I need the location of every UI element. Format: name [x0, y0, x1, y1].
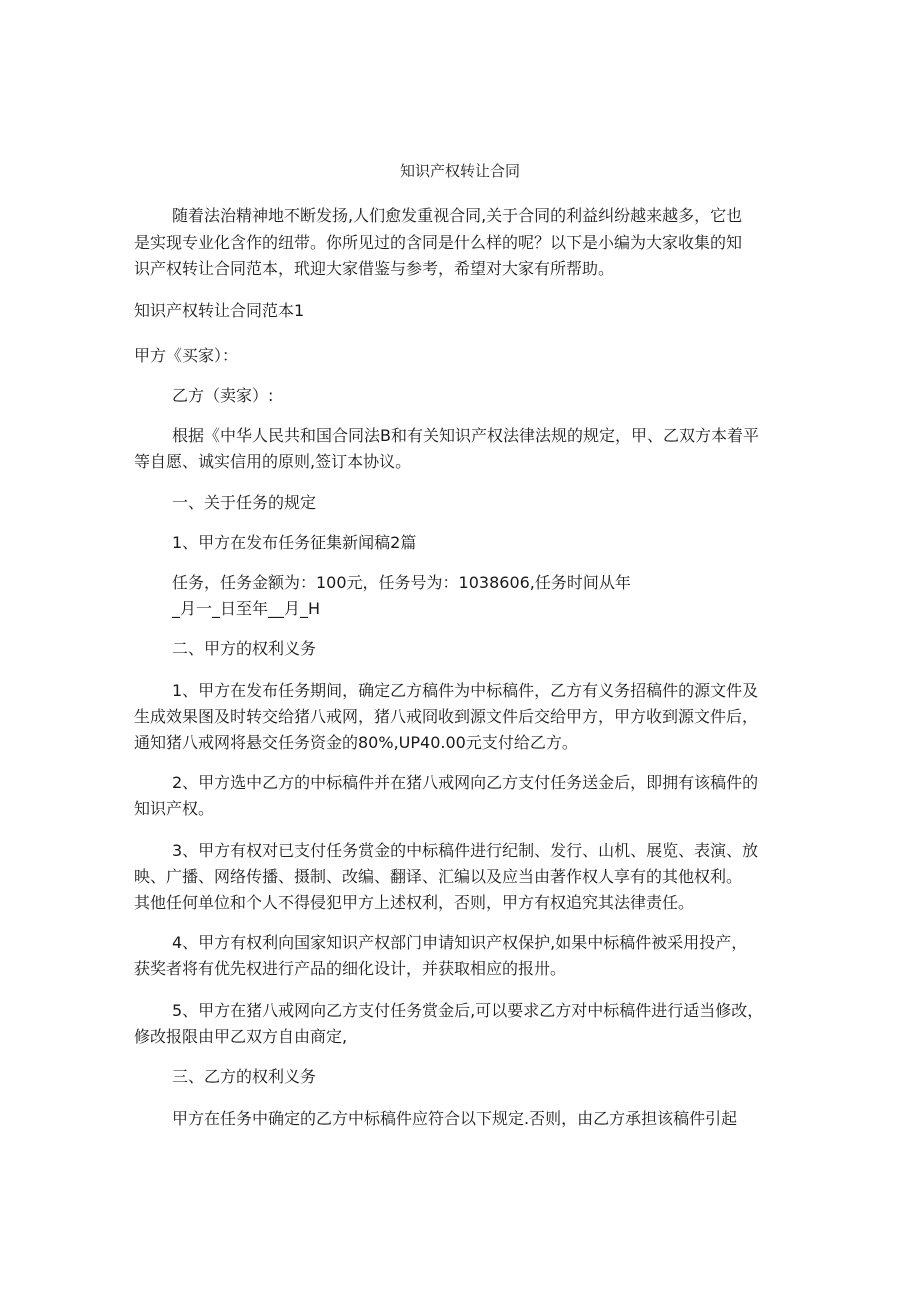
section-2-item-1-line: 通知猪八戒网将悬交任务资金的80%,UP40.00元支付给乙方。 [134, 733, 578, 752]
intro-paragraph-line: 识产权转让合同范本，玳迎大家借鉴与参考，希望对大家有所帮助。 [134, 259, 615, 278]
section-1-heading: 一、关于任务的规定 [172, 493, 317, 512]
section-2-item-2-line: 知识产权。 [134, 799, 215, 818]
party-b-label: 乙方（卖家）: [172, 386, 274, 405]
section-1-item-1: 1、甲方在发布任务征集新闻稿2篇 [172, 533, 417, 552]
task-paragraph-line: _月一_日至年__月_H [172, 599, 321, 618]
section-2-item-1-line: 生成效果图及时转交给猪八戒网，猪八戒冏收到源文件后交给甲方，甲方收到源文件后， [134, 707, 759, 726]
section-2-item-5-line: 5、甲方在猪八戒网向乙方支付任务赏金后,可以要求乙方对中标稿件进行适当修改， [172, 1001, 764, 1020]
section-2-item-3-line: 3、甲方有权对已支付任务赏金的中标稿件进行纪制、发行、山机、展览、表演、放 [172, 841, 759, 860]
basis-paragraph-line: 根据《中华人民共和国合同法B和有关知识产权法律法规的规定，甲、乙双方本着平 [172, 426, 759, 445]
section-2-item-4-line: 获奖者将有优先权进行产品的细化设计，并获取相应的报卅。 [134, 959, 567, 978]
document-title: 知识产权转让合同 [399, 162, 520, 180]
section-2-item-3-line: 其他任何单位和个人不得侵犯甲方上述权利，否则，甲方有权追究其法律责任。 [134, 893, 695, 912]
section-2-item-5-line: 修改报限由甲乙双方自由商定, [134, 1027, 348, 1046]
intro-paragraph-line: 是实现专业化含作的纽带。你所见过的含同是什么样的呢？以下是小编为大家收集的知 [134, 233, 743, 252]
section-2-item-2-line: 2、甲方选中乙方的中标稿件并在猪八戒网向乙方支付任务送金后，即拥有该稿件的 [172, 773, 759, 792]
basis-paragraph-line: 等自愿、诚实信用的原则,签订本协议。 [134, 452, 412, 471]
section-3-heading: 三、乙方的权利义务 [172, 1067, 317, 1086]
sample-heading: 知识产权转让合同范本1 [134, 301, 305, 320]
section-3-paragraph-line: 甲方在任务中确定的乙方中标稿件应符合以下规定.否则，由乙方承担该稿件引起 [172, 1109, 738, 1128]
section-2-item-1-line: 1、甲方在发布任务期间，确定乙方稿件为中标稿件，乙方有义务招稿件的源文件及 [172, 681, 759, 700]
section-2-heading: 二、甲方的权利义务 [172, 639, 317, 658]
intro-paragraph-line: 随着法治精神地不断发扬,人们愈发重视合同,关于合同的利益纠纷越来越多，它也 [172, 206, 743, 225]
section-2-item-4-line: 4、甲方有权利向国家知识产权部门申请知识产权保护,如果中标稿件被采用投产， [172, 933, 748, 952]
task-paragraph-line: 任务，任务金额为：100元，任务号为：1038606,任务时间从年 [172, 573, 631, 592]
party-a-label: 甲方《买家）： [134, 346, 239, 365]
section-2-item-3-line: 映、广播、网络传播、摄制、改编、翻译、汇编以及应当由著作权人享有的其他权利。 [134, 867, 743, 886]
